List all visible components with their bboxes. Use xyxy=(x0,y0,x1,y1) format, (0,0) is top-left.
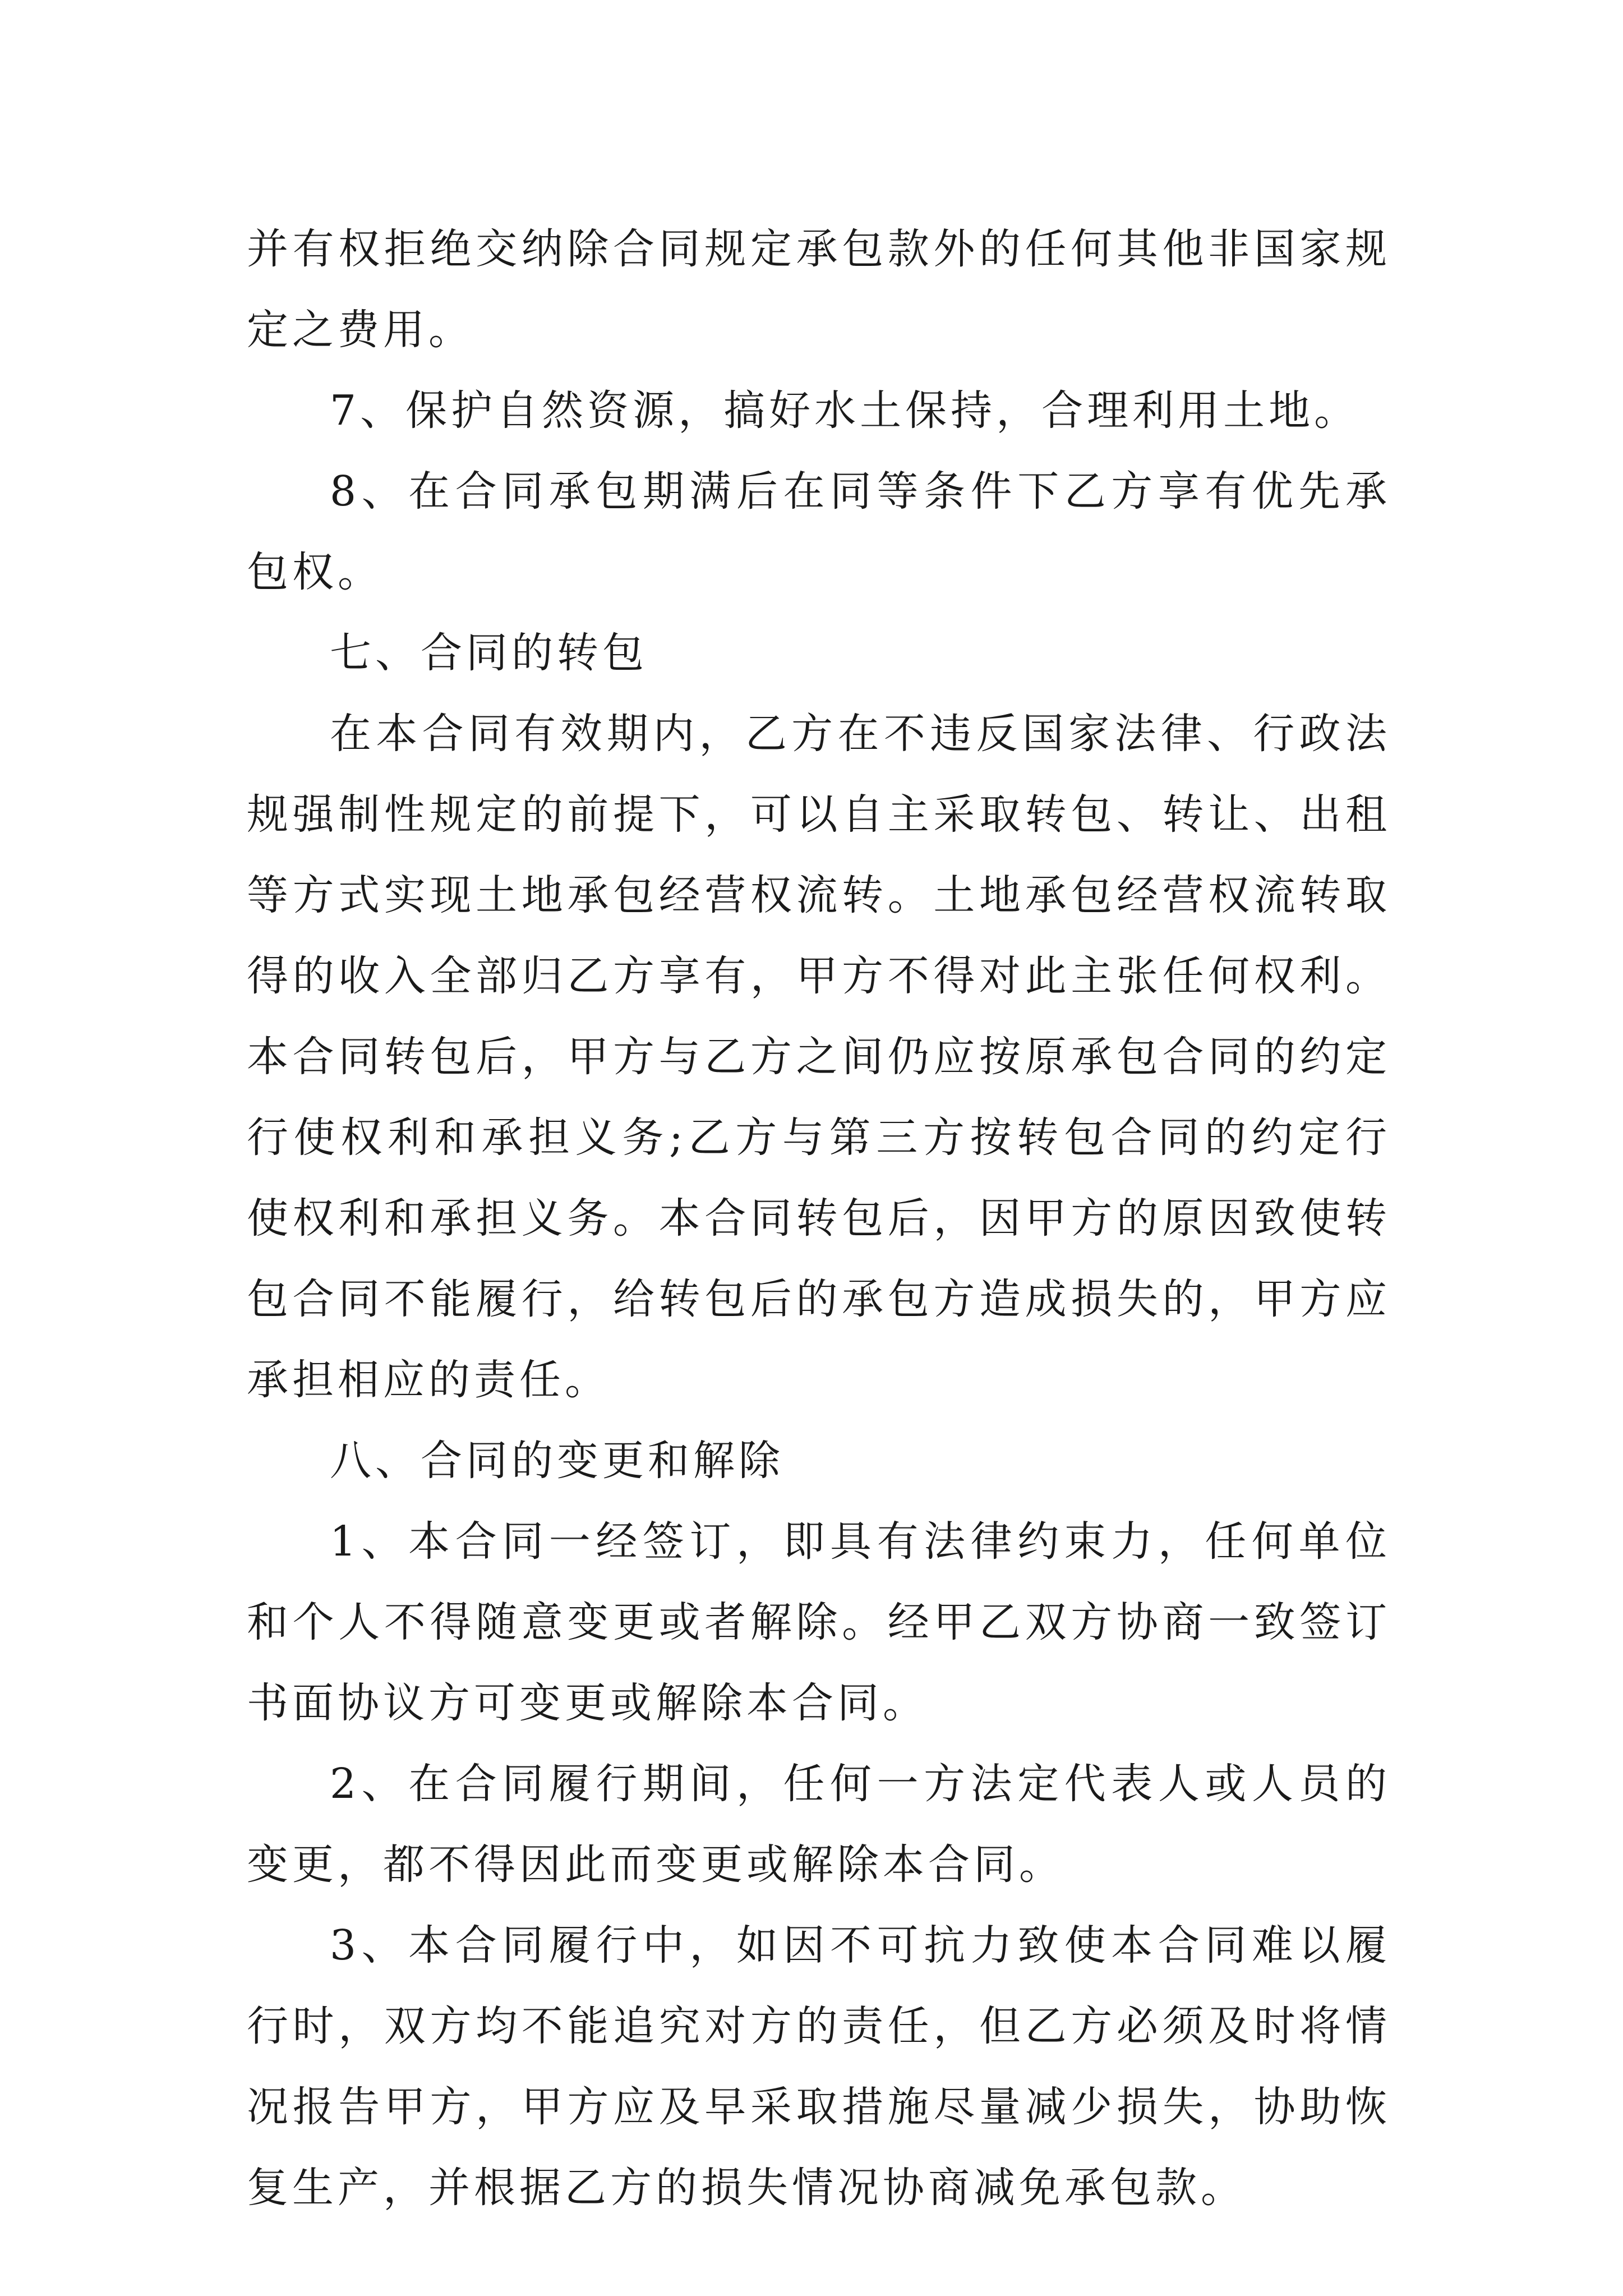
section-heading-change-termination: 八、合同的变更和解除 xyxy=(330,1437,784,1485)
paragraph-change-item-3: 3、本合同履行中，如因不可抗力致使本合同难以履行时，双方均不能追究对方的责任，但乙方必须及时将情况报告甲方，甲方应及早采取措施尽量减少损失，协助恢复生产，并根据乙方的损失情况协商减免承包款。 xyxy=(247,1921,1391,2212)
paragraph-change-item-2: 2、在合同履行期间，任何一方法定代表人或人员的变更，都不得因此而变更或解除本合同。 xyxy=(247,1760,1391,1889)
document-body xyxy=(247,209,1391,2228)
paragraph-item-7: 7、保护自然资源，搞好水土保持，合理利用土地。 xyxy=(330,386,1360,435)
paragraph-item-8: 8、在合同承包期满后在同等条件下乙方享有优先承包权。 xyxy=(247,467,1391,596)
paragraph-fee-refusal: 并有权拒绝交纳除合同规定承包款外的任何其他非国家规定之费用。 xyxy=(247,225,1391,354)
paragraph-subcontract-body: 在本合同有效期内，乙方在不违反国家法律、行政法规强制性规定的前提下，可以自主采取转包、转让、出租等方式实现土地承包经营权流转。土地承包经营权流转取得的收入全部归乙方享有，甲方不得对此主张任何权利。本合同转包后，甲方与乙方之间仍应按原承包合同的约定行使权利和承担义务;乙方与第三方按转包合同的约定行使权利和承担义务。本合同转包后，因甲方的原因致使转包合同不能履行，给转包后的承包方造成损失的，甲方应承担相应的责任。 xyxy=(247,710,1391,1404)
section-heading-subcontract: 七、合同的转包 xyxy=(330,629,648,677)
paragraph-change-item-1: 1、本合同一经签订，即具有法律约束力，任何单位和个人不得随意变更或者解除。经甲乙双方协商一致签订书面协议方可变更或解除本合同。 xyxy=(247,1517,1391,1727)
